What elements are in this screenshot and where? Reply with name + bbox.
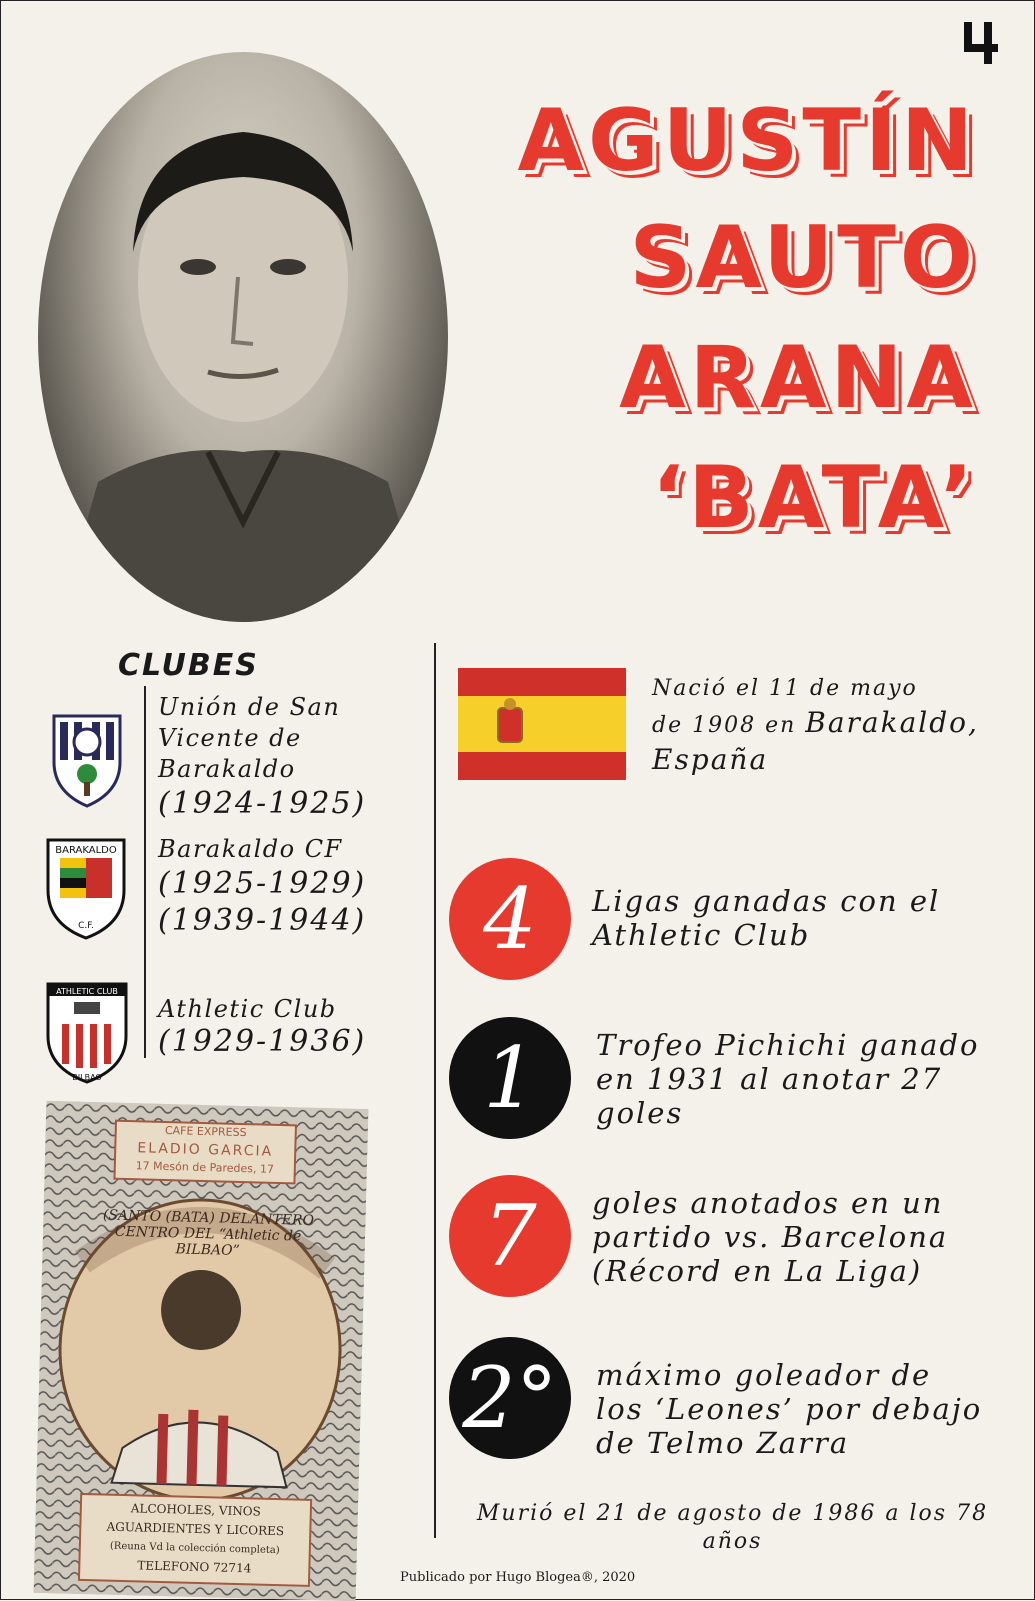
- stat-4-line-3: de Telmo Zarra: [596, 1426, 850, 1460]
- card-bottom-line-2: AGUARDIENTES Y LICORES: [106, 1519, 285, 1539]
- stat-3-number: [449, 1175, 571, 1297]
- corner-logo-icon: [958, 18, 1002, 66]
- card-bottom-line-1: ALCOHOLES, VINOS: [130, 1501, 262, 1519]
- player-portrait: [38, 52, 448, 622]
- stat-3-text: [592, 1186, 948, 1288]
- club-3-years: (1929-1936): [158, 1024, 367, 1059]
- stat-4-number-text: 2°: [462, 1349, 558, 1447]
- center-divider: [434, 643, 436, 1538]
- publication-credit: Publicado por Hugo Blogea®, 2020: [400, 1570, 636, 1585]
- card-top-line-2: ELADIO GARCIA: [137, 1140, 274, 1160]
- stat-2-number-text: 1: [483, 1029, 537, 1127]
- athletic-club-crest-icon: [44, 980, 118, 1088]
- title-line-4: ‘BATA’: [651, 448, 977, 548]
- stat-2-text: [596, 1028, 979, 1130]
- athletic-crest-top-text: ATHLETIC CLUB: [56, 987, 118, 996]
- barakaldo-cf-crest-icon: [44, 836, 118, 944]
- title-line-2: SAUTO: [629, 208, 977, 308]
- stat-4-number: [449, 1337, 571, 1459]
- club-1-name-line-1: Unión de San: [158, 693, 341, 721]
- stat-1-number-text: 4: [483, 870, 537, 968]
- athletic-crest-bottom-text: BILBAO: [72, 1073, 102, 1082]
- spain-flag-icon: [458, 668, 626, 780]
- birth-place: Barakaldo,: [805, 706, 979, 739]
- club-3-name: Athletic Club: [158, 995, 337, 1023]
- club-2-years-2: (1939-1944): [158, 903, 367, 938]
- union-san-vicente-crest-icon: [50, 712, 124, 812]
- stat-2-line-1: Trofeo Pichichi ganado: [596, 1028, 980, 1062]
- card-banner: (SANTO (BATA) DELANTERO CENTRO DEL “Athletic de BILBAO”: [102, 1207, 315, 1259]
- birth-country: España: [652, 743, 769, 776]
- stat-3-line-1: goles anotados en un: [592, 1186, 944, 1220]
- stat-4-text: [596, 1358, 982, 1460]
- club-2-years-1: (1925-1929): [158, 866, 367, 901]
- title-line-3: ARANA: [619, 328, 977, 428]
- birth-line-1: Nació el 11 de mayo: [652, 676, 918, 701]
- card-bottom-line-4: TELEFONO 72714: [137, 1558, 252, 1576]
- death-info: Murió el 21 de agosto de 1986 a los 78 años: [476, 1501, 989, 1554]
- barakaldo-crest-top-text: BARAKALDO: [55, 845, 117, 856]
- club-2-name: Barakaldo CF: [158, 835, 343, 863]
- club-1-name-line-2: Vicente de: [158, 724, 302, 752]
- barakaldo-crest-bottom-text: C.F.: [78, 921, 94, 931]
- stat-3-line-2: partido vs. Barcelona: [592, 1220, 949, 1254]
- clubs-heading: CLUBES: [118, 648, 259, 683]
- birth-info: [652, 672, 979, 777]
- birth-line-2-prefix: de 1908 en: [652, 713, 797, 738]
- stat-2-number: [449, 1017, 571, 1139]
- stat-4-line-2: los ‘Leones’ por debajo: [596, 1392, 983, 1426]
- stat-1-text: [592, 884, 940, 952]
- card-bottom-line-3: (Reuna Vd la colección completa): [109, 1540, 280, 1557]
- stat-1-number: [449, 858, 571, 980]
- vintage-trading-card: [34, 1101, 369, 1601]
- stat-1-line-2: Athletic Club: [592, 918, 811, 952]
- title-line-1: AGUSTÍN: [517, 91, 977, 191]
- club-1-years: (1924-1925): [158, 786, 367, 821]
- stat-2-line-2: en 1931 al anotar 27: [596, 1062, 943, 1096]
- stat-3-line-3: (Récord en La Liga): [592, 1254, 923, 1288]
- stat-1-line-1: Ligas ganadas con el: [592, 884, 941, 918]
- club-1-name-line-3: Barakaldo: [158, 755, 296, 783]
- stat-3-number-text: 7: [483, 1187, 537, 1285]
- clubs-divider: [144, 686, 146, 1058]
- card-top-line-3: 17 Mesón de Paredes, 17: [135, 1159, 275, 1176]
- card-top-line-1: CAFE EXPRESS: [164, 1123, 247, 1140]
- stat-4-line-1: máximo goleador de: [596, 1358, 932, 1392]
- stat-2-line-3: goles: [596, 1096, 684, 1130]
